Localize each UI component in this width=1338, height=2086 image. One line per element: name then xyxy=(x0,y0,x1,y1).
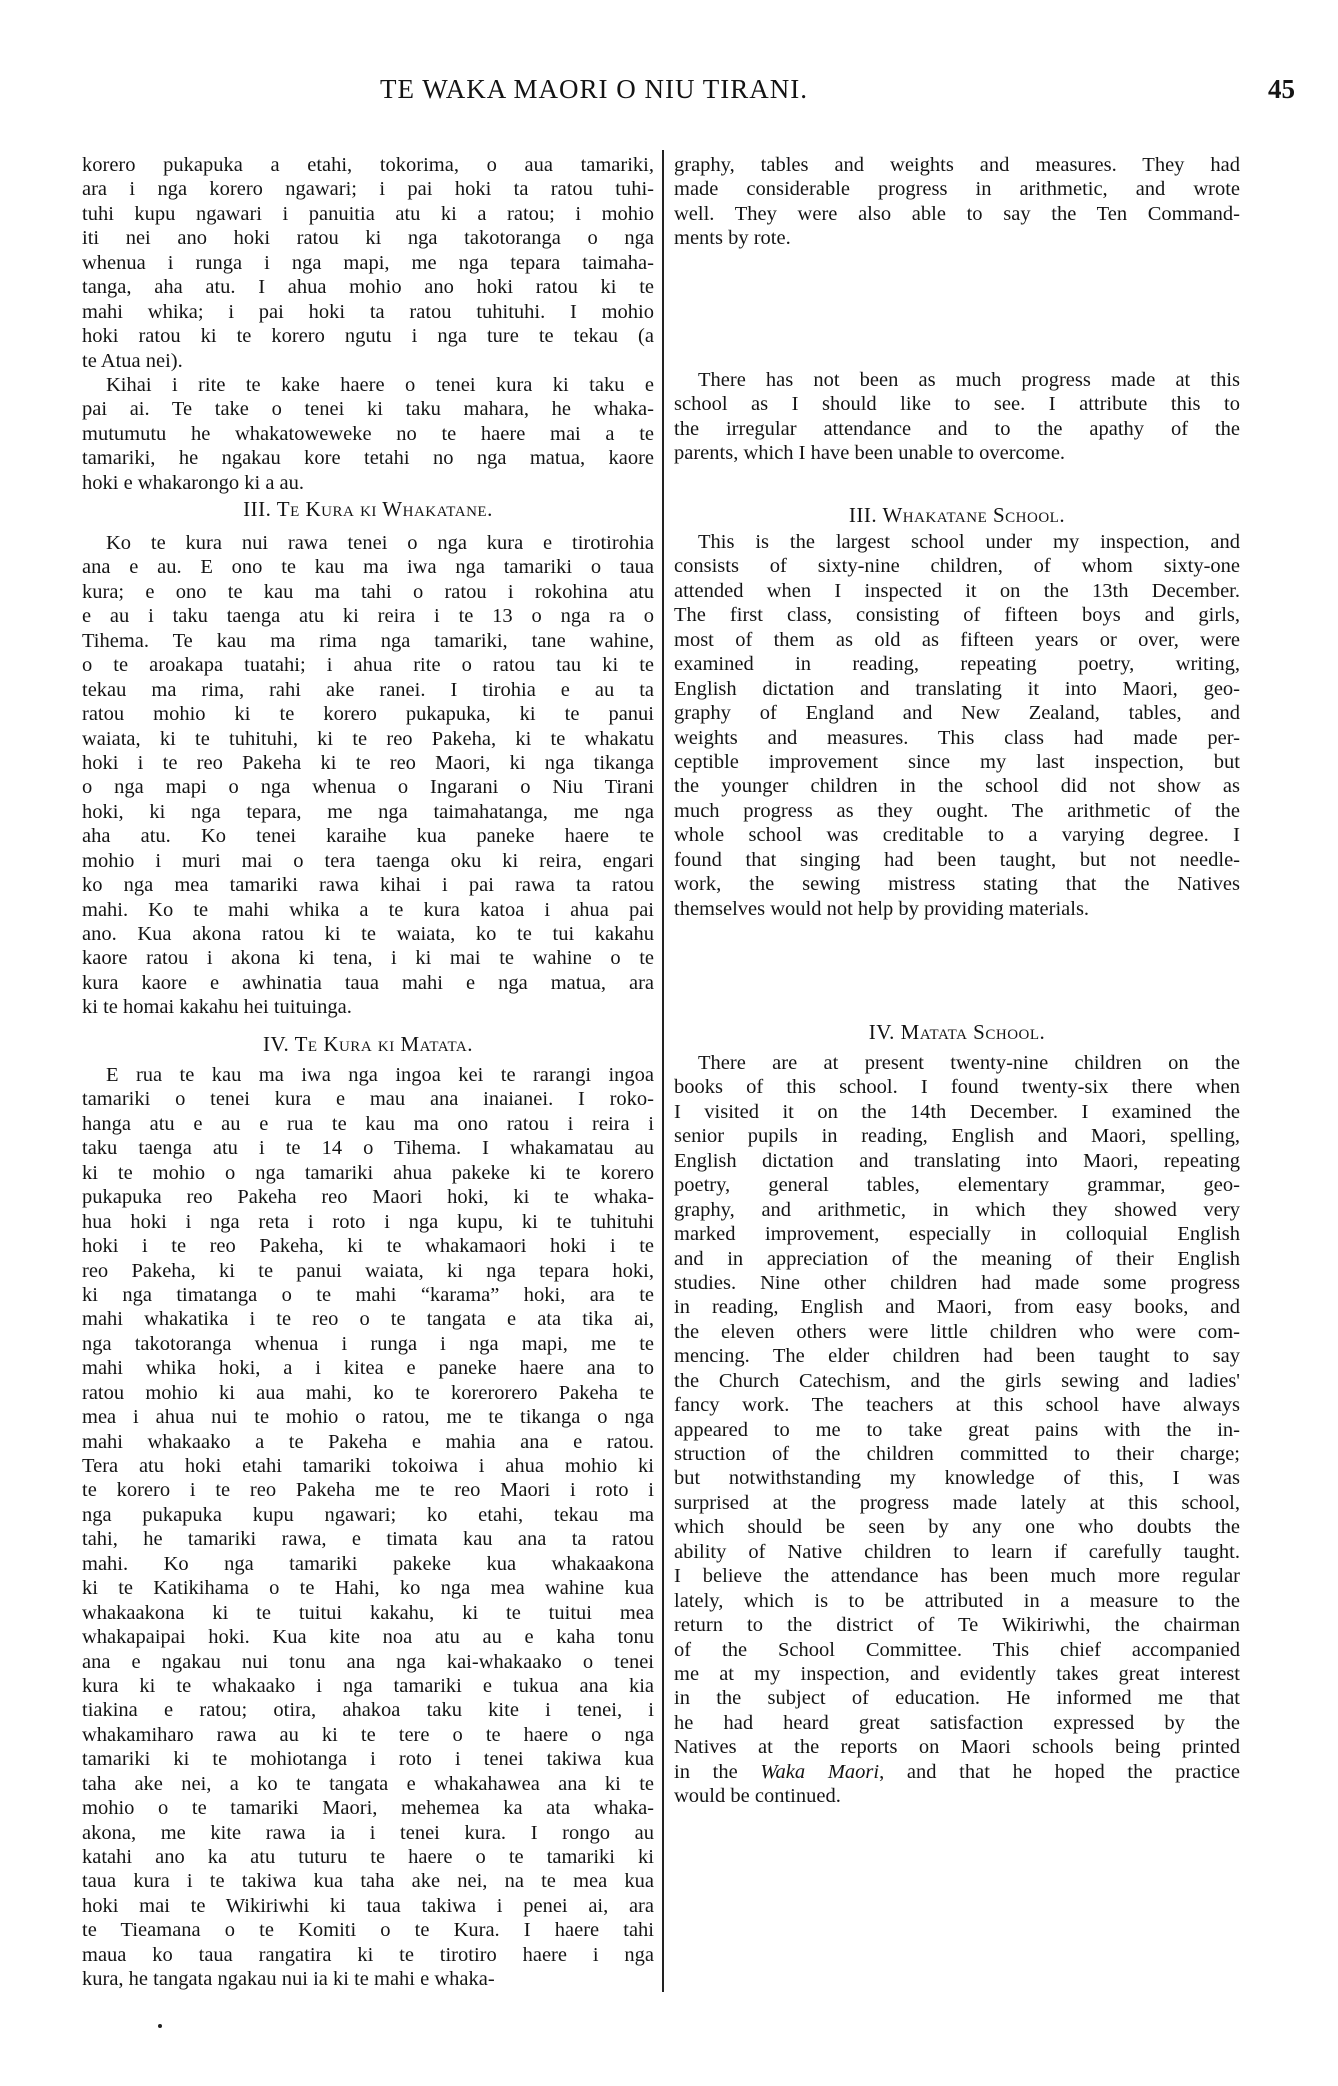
page-number: 45 xyxy=(1268,74,1295,104)
matata-maori-text xyxy=(82,1063,654,1992)
text-line: tuhi kupu ngawari i panuitia atu ki a ratou; i mohio xyxy=(82,202,654,225)
text-line: graphy of England and New Zealand, tables, and xyxy=(674,702,1240,725)
text-line: ki te homai kakahu hei tuituinga. xyxy=(82,996,352,1019)
text-line: hoki i te reo Pakeha, ki te whakamaori hoki i te xyxy=(82,1235,654,1258)
text-line: hoki, ki nga tepara, me nga taimahatanga, me nga xyxy=(82,800,654,823)
text-line: school as I should like to see. I attribute this to xyxy=(674,393,1240,416)
text-line: and in appreciation of the meaning of their English xyxy=(674,1247,1240,1270)
text-line: tamariki o tenei kura e mau ana inaianei. I roko- xyxy=(82,1088,654,1111)
text-line: taku taenga atu i te 14 o Tihema. I whakamatau au xyxy=(82,1137,654,1160)
text-line: mohio i muri mai o tera taenga oku ki reira, engari xyxy=(82,849,654,872)
text-line: ments by rote. xyxy=(674,227,791,250)
text-line: kura, he tangata ngakau nui ia ki te mahi e whaka- xyxy=(82,1968,495,1991)
text-line: most of them as old as fifteen years or over, were xyxy=(674,628,1240,651)
text-line: tanga, aha atu. I ahua mohio ano hoki ratou ki te xyxy=(82,276,654,299)
text-line: hoki ratou ki te korero ngutu i nga ture te tekau (a xyxy=(82,325,654,348)
text-line: ki nga timatanga o te mahi “karama” hoki, ara te xyxy=(82,1283,654,1306)
text-line: aha atu. Ko tenei karaihe kua paneke haere te xyxy=(82,825,654,848)
right-intro-text xyxy=(674,153,1240,251)
section-heading-whakatane-maori: III. Te Kura ki Whakatane. xyxy=(243,497,493,521)
text-line: English dictation and translating it into Maori, geo- xyxy=(674,677,1240,700)
text-line: struction of the children committed to their charge; xyxy=(674,1443,1240,1465)
text-line: found that singing had been taught, but not needle- xyxy=(674,848,1240,871)
section-heading-whakatane-school: III. Whakatane School. xyxy=(848,503,1066,527)
text-line: marked improvement, especially in colloquial English xyxy=(674,1223,1240,1246)
text-line: I visited it on the 14th December. I examined the xyxy=(674,1100,1240,1123)
text-line: ratou mohio ki aua mahi, ko te korerorero Pakeha te xyxy=(82,1381,654,1404)
text-line: iti nei ano hoki ratou ki nga takotoranga o nga xyxy=(82,227,654,250)
text-line: hoki e whakarongo ki a au. xyxy=(82,471,305,494)
matata-school-text xyxy=(674,1051,1240,1809)
text-line: fancy work. The teachers at this school have always xyxy=(674,1394,1240,1417)
text-line: English dictation and translating into Maori, repeating xyxy=(674,1149,1240,1172)
text-line: senior pupils in reading, English and Maori, spelling, xyxy=(674,1125,1240,1148)
text-line: mahi. Ko te mahi whika a te kura katoa i ahua pai xyxy=(82,898,654,921)
text-line: ratou mohio ki te korero pukapuka, ki te panui xyxy=(82,703,654,726)
text-line: Ko te kura nui rawa tenei o nga kura e tirotirohia xyxy=(106,532,654,554)
text-line: pai ai. Te take o tenei ki taku mahara, he whaka- xyxy=(82,398,654,421)
text-line: This is the largest school under my inspection, and xyxy=(698,531,1240,553)
text-line: mahi. Ko nga tamariki pakeke kua whakaakona xyxy=(82,1552,654,1575)
text-line: in the subject of education. He informed me that xyxy=(674,1687,1240,1710)
text-line: lately, which is to be attributed in a measure to the xyxy=(674,1589,1240,1612)
text-line: return to the district of Te Wikiriwhi, the chairman xyxy=(674,1614,1240,1637)
text-line: books of this school. I found twenty-six there when xyxy=(674,1076,1240,1099)
running-head xyxy=(0,74,1338,114)
text-line: graphy, and arithmetic, in which they showed very xyxy=(674,1198,1240,1221)
text-line: whakaakona ki te tuitui kakahu, ki te tuitui mea xyxy=(82,1601,654,1624)
text-line xyxy=(674,1760,1240,1784)
text-line: mutumutu he whakatoweweke no te haere mai a te xyxy=(82,422,654,445)
text-line: waiata, ki te tuhituhi, ki te reo Pakeha, ki te whakatu xyxy=(82,727,654,750)
text-line: themselves would not help by providing materials. xyxy=(674,897,1090,920)
text-line: kaore ratou i akona ki tena, i ki mai te wahine o te xyxy=(82,947,654,970)
text-line: ara i nga korero ngawari; i pai hoki ta ratou tuhi- xyxy=(82,178,654,201)
text-line: mahi whika hoki, a i kitea e paneke haere ana to xyxy=(82,1357,654,1380)
text-line: taha ake nei, a ko te tangata e whakahawea ana ki te xyxy=(82,1772,654,1795)
text-line: ability of Native children to learn if carefully taught. xyxy=(674,1540,1240,1563)
text-line: te korero i te reo Pakeha me te reo Maori i roto i xyxy=(82,1479,654,1502)
text-line: kura; e ono te kau ma tahi o ratou i rokohina atu xyxy=(82,580,654,603)
text-line: studies. Nine other children had made some progress xyxy=(674,1271,1240,1294)
text-line: but notwithstanding my knowledge of this, I was xyxy=(674,1467,1240,1490)
text-line: would be continued. xyxy=(674,1785,841,1808)
text-line: o te aroakapa tuatahi; i ahua rite o ratou tau ki te xyxy=(82,654,654,677)
text-line: made considerable progress in arithmetic, and wrote xyxy=(674,178,1240,201)
text-line: hoki mai te Wikiriwhi ki taua takiwa i penei ai, ara xyxy=(82,1894,654,1917)
text-line: mencing. The elder children had been taught to say xyxy=(674,1345,1240,1368)
publication-title: TE WAKA MAORI O NIU TIRANI. xyxy=(380,74,808,104)
section-heading-matata-maori: IV. Te Kura ki Matata. xyxy=(263,1032,473,1056)
text-line: graphy, tables and weights and measures. They had xyxy=(674,154,1240,176)
text-line: weights and measures. This class had made per- xyxy=(674,726,1240,749)
text-line: the Church Catechism, and the girls sewing and ladies' xyxy=(674,1369,1240,1392)
text-segment: , and that he hoped the practice xyxy=(879,1760,1240,1783)
text-line: ki te Katikihama o te Hahi, ko nga mea wahine kua xyxy=(82,1577,654,1600)
text-line: hanga atu e au e rua te kau ma ono ratou i reira i xyxy=(82,1112,654,1135)
text-line: There has not been as much progress made at this xyxy=(698,369,1240,391)
text-line: whakapaipai hoki. Kua kite noa atu au e kaha tonu xyxy=(82,1626,654,1649)
whakatane-school-text xyxy=(674,530,1240,921)
text-line: ano. Kua akona ratou ki te waiata, ko te tui kakahu xyxy=(82,923,654,945)
text-line: which should be seen by any one who doubts the xyxy=(674,1516,1240,1539)
text-line: poetry, general tables, elementary grammar, geo- xyxy=(674,1174,1240,1197)
text-line: taua kura i te takiwa kua taha ake nei, na te mea kua xyxy=(82,1870,654,1893)
text-line: tamariki ki te mohiotanga i roto i tenei takiwa kua xyxy=(82,1748,654,1771)
text-line: tekau ma rima, rahi ake ranei. I tirohia e au ta xyxy=(82,678,654,701)
text-line: pukapuka reo Pakeha reo Maori hoki, ki te whaka- xyxy=(82,1186,654,1209)
text-line: consists of sixty-nine children, of whom sixty-one xyxy=(674,555,1240,578)
text-line: he had heard great satisfaction expressed by the xyxy=(674,1711,1240,1734)
text-line: in reading, English and Maori, from easy books, and xyxy=(674,1296,1240,1319)
text-line: ko nga mea tamariki rawa kihai i pai rawa ta ratou xyxy=(82,874,654,897)
text-line: of the School Committee. This chief accompanied xyxy=(674,1638,1240,1661)
text-line: work, the sewing mistress stating that the Natives xyxy=(674,873,1240,896)
text-line: ana e au. E ono te kau ma iwa nga tamariki o taua xyxy=(82,556,654,579)
text-line: the irregular attendance and to the apathy of the xyxy=(674,417,1240,440)
section-heading-matata-school: IV. Matata School. xyxy=(868,1020,1046,1044)
text-line: the eleven others were little children who were com- xyxy=(674,1320,1240,1343)
left-intro-text xyxy=(82,153,654,495)
text-line: nga pukapuka kupu ngawari; ko etahi, tekau ma xyxy=(82,1503,654,1526)
text-line: Kihai i rite te kake haere o tenei kura ki taku e xyxy=(106,373,654,396)
text-line: maua ko taua rangatira ki te tirotiro haere i nga xyxy=(82,1943,654,1966)
text-line: whole school was creditable to a varying degree. I xyxy=(674,824,1240,847)
text-line: ceptible improvement since my last inspection, but xyxy=(674,750,1240,773)
text-line: nga takotoranga whenua i runga i nga mapi, me te xyxy=(82,1332,654,1355)
text-line: mahi whakatika i te reo o te tangata e ata tika ai, xyxy=(82,1308,654,1331)
text-line: Tera atu hoki etahi tamariki tokoiwa i ahua mohio ki xyxy=(82,1455,654,1477)
text-line: tiakina e ratou; otira, ahakoa taku kite i tenei, i xyxy=(82,1699,654,1722)
text-line: Tihema. Te kau ma rima nga tamariki, tane wahine, xyxy=(82,629,654,652)
text-line: mea i ahua nui te mohio o ratou, me te tikanga o nga xyxy=(82,1406,654,1429)
text-line: I believe the attendance has been much more regular xyxy=(674,1565,1240,1588)
text-line: o nga mapi o nga whenua o Ingarani o Niu Tirani xyxy=(82,776,654,799)
text-line: kura kaore e awhinatia taua mahi e nga matua, ara xyxy=(82,971,654,994)
text-line: well. They were also able to say the Ten Command- xyxy=(674,202,1240,225)
text-line: examined in reading, repeating poetry, writing, xyxy=(674,653,1240,676)
text-line: ki te mohio o nga tamariki ahua pakeke ki te korero xyxy=(82,1161,654,1184)
text-line: mahi whika; i pai hoki ta ratou tuhituhi. I mohio xyxy=(82,300,654,323)
text-line: E rua te kau ma iwa nga ingoa kei te rarangi ingoa xyxy=(106,1064,654,1086)
text-line: the younger children in the school did not show as xyxy=(674,775,1240,798)
text-line: me at my inspection, and evidently takes great interest xyxy=(674,1662,1240,1685)
text-segment: in the xyxy=(674,1760,761,1783)
text-line: parents, which I have been unable to overcome. xyxy=(674,442,1066,465)
text-line: reo Pakeha, ki te panui waiata, ki nga tepara hoki, xyxy=(82,1259,654,1282)
text-line: whenua i runga i nga mapi, me nga tepara taimaha- xyxy=(82,251,654,274)
right-summary-text xyxy=(674,368,1240,466)
text-line: mohio o te tamariki Maori, mehemea ka ata whaka- xyxy=(82,1797,654,1820)
text-line: te Atua nei). xyxy=(82,349,183,372)
text-line: akona, me kite rawa ia i tenei kura. I rongo au xyxy=(82,1821,654,1844)
text-line: tahi, he tamariki rawa, e timata kau ana ta ratou xyxy=(82,1528,654,1551)
text-line: ana e ngakau nui tonu ana nga kai-whakaako o tenei xyxy=(82,1650,654,1673)
text-line: mahi whakaako a te Pakeha e mahia ana e ratou. xyxy=(82,1430,654,1453)
text-line: attended when I inspected it on the 13th December. xyxy=(674,579,1240,602)
text-line: korero pukapuka a etahi, tokorima, o aua tamariki, xyxy=(82,154,654,176)
text-line: katahi ano ka atu tuturu te haere o te tamariki ki xyxy=(82,1846,654,1868)
text-line: te Tieamana o te Komiti o te Kura. I haere tahi xyxy=(82,1919,654,1942)
text-line: There are at present twenty-nine children on the xyxy=(698,1052,1240,1074)
italic-title: Waka Maori xyxy=(760,1760,880,1783)
text-line: appeared to me to take great pains with the in- xyxy=(674,1418,1240,1441)
text-line: much progress as they ought. The arithmetic of the xyxy=(674,799,1240,822)
text-line: hua hoki i nga reta i roto i nga kupu, ki te tuhituhi xyxy=(82,1210,654,1233)
text-line: tamariki, he ngakau kore tetahi no nga matua, kaore xyxy=(82,447,654,470)
whakatane-maori-text xyxy=(82,531,654,1020)
text-line: kura ki te whakaako i nga tamariki e tukua ana kia xyxy=(82,1674,654,1697)
text-line: hoki i te reo Pakeha ki te reo Maori, ki nga tikanga xyxy=(82,751,654,774)
text-line: whakamiharo rawa au ki te tere o te haere o nga xyxy=(82,1723,654,1746)
text-line: surprised at the progress made lately at this school, xyxy=(674,1491,1240,1514)
text-line: The first class, consisting of fifteen boys and girls, xyxy=(674,604,1240,627)
column-divider xyxy=(662,150,664,1992)
text-line: e au i taku taenga atu ki reira i te 13 o nga ra o xyxy=(82,605,654,628)
text-line: Natives at the reports on Maori schools being printed xyxy=(674,1736,1240,1759)
print-speck xyxy=(158,2024,162,2028)
